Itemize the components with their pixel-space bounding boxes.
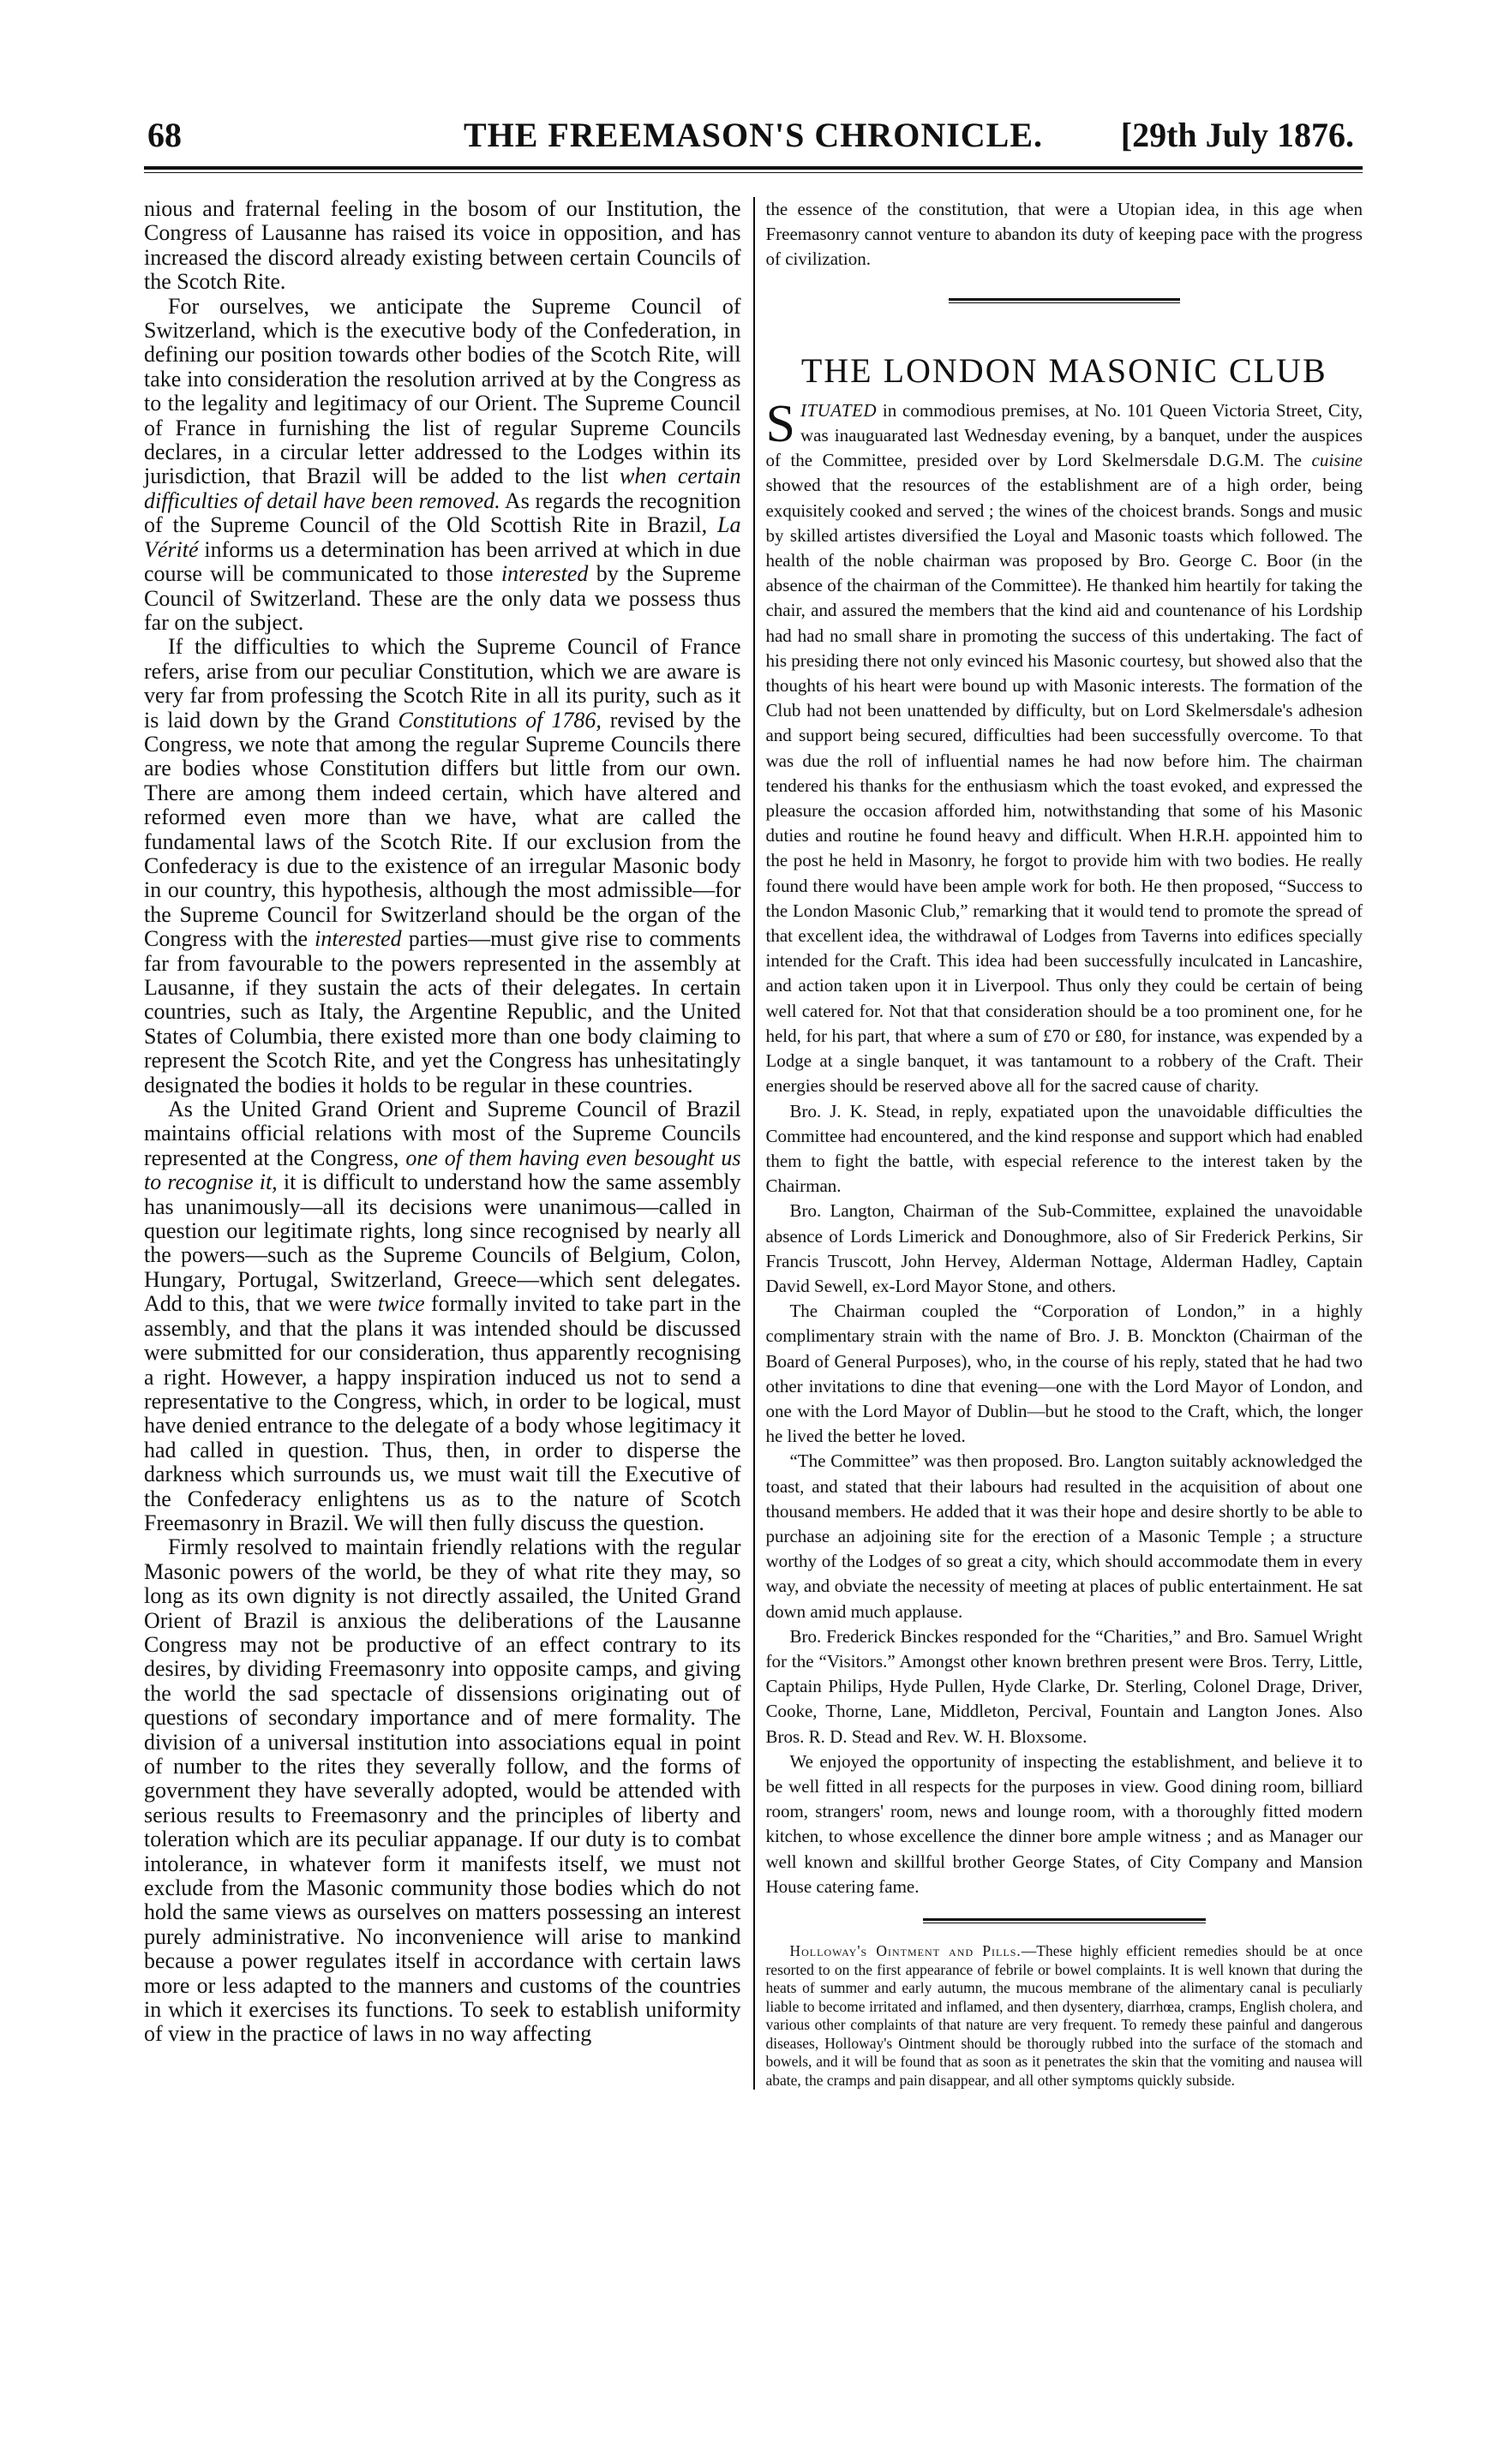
left-column <box>144 197 748 2090</box>
paragraph: Bro. Frederick Binckes responded for the “Charities,” and Bro. Samuel Wright for the “Visitors.” Amongst other known brethren present were Bros. Terry, Little, Captain Philips, Hyde Pullen, Hyde Clarke, Dr. Sterling, Colonel Drage, Driver, Cooke, Thorne, Lane, Middleton, Percival, Fountain and Langton Jones. Also Bros. R. D. Stead and Rev. W. H. Bloxsome. <box>765 1625 1363 1747</box>
italic-text: interested <box>315 926 402 952</box>
paragraph: The Chairman coupled the “Corporation of London,” in a highly complimentary strain with the name of Bro. J. B. Monckton (Chairman of the Board of General Purposes), who, in the course of his reply, stated that he had two other invitations to dine that evening—one with the Lord Mayor of London, and one with the Lord Mayor of Dublin—but he stood to the Craft, which, the longer he lived the better he loved. <box>765 1301 1363 1447</box>
paragraph: “The Committee” was then proposed. Bro. Langton suitably acknowledged the toast, and stated that their labours had resulted in the acquisition of about one thousand members. He added that it was their hope and desire shortly to be able to purchase an adjoining site for the erection of a Masonic Temple ; a structure worthy of the Lodges of so great a city, which should accommodate them in every way, and obviate the necessity of meeting at places of public entertainment. He sat down amid much applause. <box>765 1450 1363 1622</box>
ad-body: —These highly efficient remedies should be at once resorted to on the first appearance of febrile or bowel complaints. It is well known that during the heats of summer and early autumn, the mucous membrane of the alimentary canal is peculiarly liable to become irritated and inflamed, and then dysentery, diarrhœa, cramps, English cholera, and various other complaints of that nature are very frequent. To remedy these painful and dangerous diseases, Holloway's Ointment should be thorougly rubbed into the surface of the stomach and bowels, and it will be found that as soon as it penetrates the skin that the vomiting and nausea will abate, the cramps and pain disappear, and all other symptoms quickly subside. <box>765 1942 1363 2089</box>
italic-text: La Vérité <box>144 512 741 562</box>
drop-cap: S <box>765 394 795 453</box>
text-run: For ourselves, we anticipate the Supreme Council of Switzerland, which is the executive body of the Confederation, in defining our position towards other bodies of the Scotch Rite, will take into consideration the resolution arrived at by the Congress as to the legality and legitimacy of our Orient. The Supreme Council of France in furnishing the list of regular Supreme Councils declares, in a circular letter addressed to the Lodges within its jurisdiction, that Brazil will be added to the list <box>144 293 741 489</box>
masthead <box>144 103 1363 166</box>
paragraph: Bro. J. K. Stead, in reply, expatiated upon the unavoidable difficulties the Committee had encountered, and the kind response and support which had enabled them to fight the battle, with especial reference to the interest taken by the Chairman. <box>765 1100 1363 1197</box>
italic-text: twice <box>377 1291 425 1317</box>
lead-word: ITUATED <box>800 399 878 421</box>
ad-heading: Holloway's Ointment and Pills. <box>789 1942 1022 1959</box>
issue-date: [29th July 1876. <box>1120 116 1354 154</box>
paragraph <box>144 635 741 1097</box>
italic-text: one of them having even besought us to recognise it, <box>144 1145 741 1195</box>
paragraph: Bro. Langton, Chairman of the Sub-Committee, explained the unavoidable absence of Lords Limerick and Donoughmore, also of Sir Frederick Perkins, Sir Francis Truscott, John Hervey, Alderman Nottage, Alderman Hadley, Captain David Sewell, ex-Lord Mayor Stone, and others. <box>765 1200 1363 1296</box>
page-number: 68 <box>147 116 182 154</box>
lead-paragraph-text <box>765 394 1363 1097</box>
continuation-paragraph: the essence of the constitution, that were a Utopian idea, in this age when Freemasonry cannot venture to abandon its duty of keeping pace with the progress of civilization. <box>765 199 1363 270</box>
text-run: Firmly resolved to maintain friendly relations with the regular Masonic powers of the world, be they of what rite they may, so long as its own dignity is not directly assailed, the United Grand Orient of Brazil is anxious the deliberations of the Lausanne Congress may not be productive of an effect contrary to its desires, by dividing Freemasonry into opposite camps, and giving the world the sad spectacle of dissensions originating out of questions of secondary importance and of mere formality. The division of a universal institution into associations equal in point of number to the rites they severally follow, and the forms of government they have severally adopted, would be attended with serious results to Freemasonry and the principles of liberty and toleration which are its peculiar appanage. If our duty is to combat intolerance, in whatever form it manifests itself, we must not exclude from the Masonic community those bodies which do not hold the same views as ourselves on matters possessing an interest purely administrative. No inconvenience will arise to mankind because a power regulates itself in accordance with certain laws more or less adapted to the manners and customs of the countries in which it exercises its functions. To seek to establish uniformity of view in the practice of laws in no way affecting <box>144 1534 741 2047</box>
publication-title: THE FREEMASON'S CHRONICLE. <box>463 116 1044 154</box>
article-title: THE LONDON MASONIC CLUB <box>800 350 1327 390</box>
paragraph <box>144 295 741 636</box>
text-run: in commodious premises, at No. 101 Queen Victoria Street, City, was inauguarated last Wednesday evening, by a banquet, under the auspices of the Committee, presided over by Lord Skelmersdale D.G.M. The <box>765 399 1363 471</box>
advertisement <box>765 1942 1363 2090</box>
text-run: parties—must give rise to comments far from favourable to the powers represented in the assembly at Lausanne, if they sustain the acts of their delegates. In certain countries, such as Italy, the Argentine Republic, and the United States of Columbia, there existed more than one body claiming to represent the Scotch Rite, and yet the Congress has unhesitatingly designated the bodies it holds to be regular in these countries. <box>144 926 741 1097</box>
text-run: showed that the resources of the establishment are of a high order, being exquisitely cooked and served ; the wines of the choicest brands. Songs and music by skilled artistes diversified the Loyal and Masonic toasts which followed. The health of the noble chairman was proposed by Bro. George C. Boor (in the absence of the chairman of the Committee). He thanked him heartily for taking the chair, and assured the members that the kind aid and countenance of his Lordship had had no small share in promoting the success of this undertaking. The fact of his presiding there not only evinced his Masonic courtesy, but showed also that the thoughts of his heart were bound up with Masonic interests. The formation of the Club had not been unattended by difficulty, but on Lord Skelmersdale's adhesion and support being secured, difficulties had been successfully overcome. To that was due the roll of influential names he had now before him. The chairman tendered his thanks for the enthusiasm which the toast evoked, and expressed the pleasure the occasion afforded him, notwithstanding that some of his Masonic duties and routine he found heavy and difficult. When H.R.H. appointed him to the post he held in Masonry, he forgot to provide him with two bodies. He really found there would have been ample work for both. He then proposed, “Success to the London Masonic Club,” remarking that it would tend to promote the spread of that excellent idea, the withdrawal of Lodges from Taverns into edifices specially intended for the Craft. This idea had been successfully inculcated in Lancashire, and action taken upon it in Liverpool. Thus only they could be certain of being well catered for. Not that that consideration should be a too prominent one, for he held, for his part, that where a sum of £70 or £80, for instance, was expended by a Lodge at a single banquet, it was tantamount to a robbery of the Craft. Their energies should be reserved above all for the sacred cause of charity. <box>765 475 1363 1097</box>
text-run: As the United Grand Orient and Supreme Council of Brazil maintains official relations with most of the Supreme Councils represented at the Congress, <box>144 1097 741 1170</box>
right-column <box>760 197 1363 2090</box>
text-run: informs us a determination has been arrived at which in due course will be communicated to those <box>144 536 741 587</box>
italic-text: Constitutions of 1786, <box>398 707 602 733</box>
ad-separator <box>923 1918 1206 1923</box>
newspaper-page <box>144 103 1363 2090</box>
lead-paragraph <box>765 394 1363 1099</box>
text-run: it is difficult to understand how the same assembly has unanimously—all its decisions were unanimous—called in question our legitimate rights, long since recognised by nearly all the powers—such as the Supreme Councils of Belgium, Colon, Hungary, Portugal, Switzerland, Greece—which sent delegates. Add to this, that we were <box>144 1169 741 1317</box>
text-run: If the difficulties to which the Supreme Council of France refers, arise from our peculiar Constitution, which we are aware is very far from professing the Scotch Rite in all its purity, such as it is laid down by the Grand <box>144 634 741 733</box>
masthead-rule <box>144 166 1363 173</box>
column-divider <box>753 197 756 2090</box>
text-run: nious and fraternal feeling in the bosom of our Institution, the Congress of Lausanne has raised its voice in opposition, and has increased the discord already existing between certain Councils of the Scotch Rite. <box>144 196 741 295</box>
paragraph <box>144 1535 741 2047</box>
text-run: revised by the Congress, we note that among the regular Supreme Councils there are bodies whose Constitution differs but little from our own. There are among them indeed certain, which have altered and reformed even more than we have, what are called the fundamental laws of the Scotch Rite. If our exclusion from the Confederacy is due to the existence of an irregular Masonic body in our country, this hypothesis, although the most admissible—for the Supreme Council for Switzerland should be the organ of the Congress with the <box>144 707 741 952</box>
text-run: by the Supreme Council of Switzerland. These are the only data we possess thus far on the subject. <box>144 561 741 635</box>
text-run: formally invited to take part in the assembly, and that the plans it was intended should be discussed were submitted for our consideration, thus apparently recognising a right. However, a happy inspiration induced us not to send a representative to the Congress, which, in order to be logical, must have denied entrance to the delegate of a body whose legitimacy it had called in question. Thus, then, in order to disperse the darkness which surrounds us, we must wait till the Executive of the Confederacy enlightens us as to the nature of Scotch Freemasonry in Brazil. We will then fully discuss the question. <box>144 1291 741 1535</box>
paragraph: We enjoyed the opportunity of inspecting the establishment, and believe it to be well fitted in all respects for the purposes in view. Good dining room, billiard room, strangers' room, news and lounge room, with a thoroughly fitted modern kitchen, to whose excellence the dinner bore ample witness ; and as Manager our well known and skillful brother George States, of City Company and Mansion House catering fame. <box>765 1750 1363 1897</box>
paragraph <box>144 197 741 295</box>
text-run: As regards the recognition of the Supreme Council of the Old Scottish Rite in Brazil, <box>144 487 741 538</box>
columns <box>144 197 1363 2090</box>
italic-text: interested <box>500 561 589 587</box>
italic-text: when certain difficulties of detail have been removed. <box>144 463 741 513</box>
article-body <box>765 1099 1363 1900</box>
italic-text: cuisine <box>1311 450 1363 471</box>
section-separator <box>949 298 1180 303</box>
paragraph <box>144 1097 741 1535</box>
